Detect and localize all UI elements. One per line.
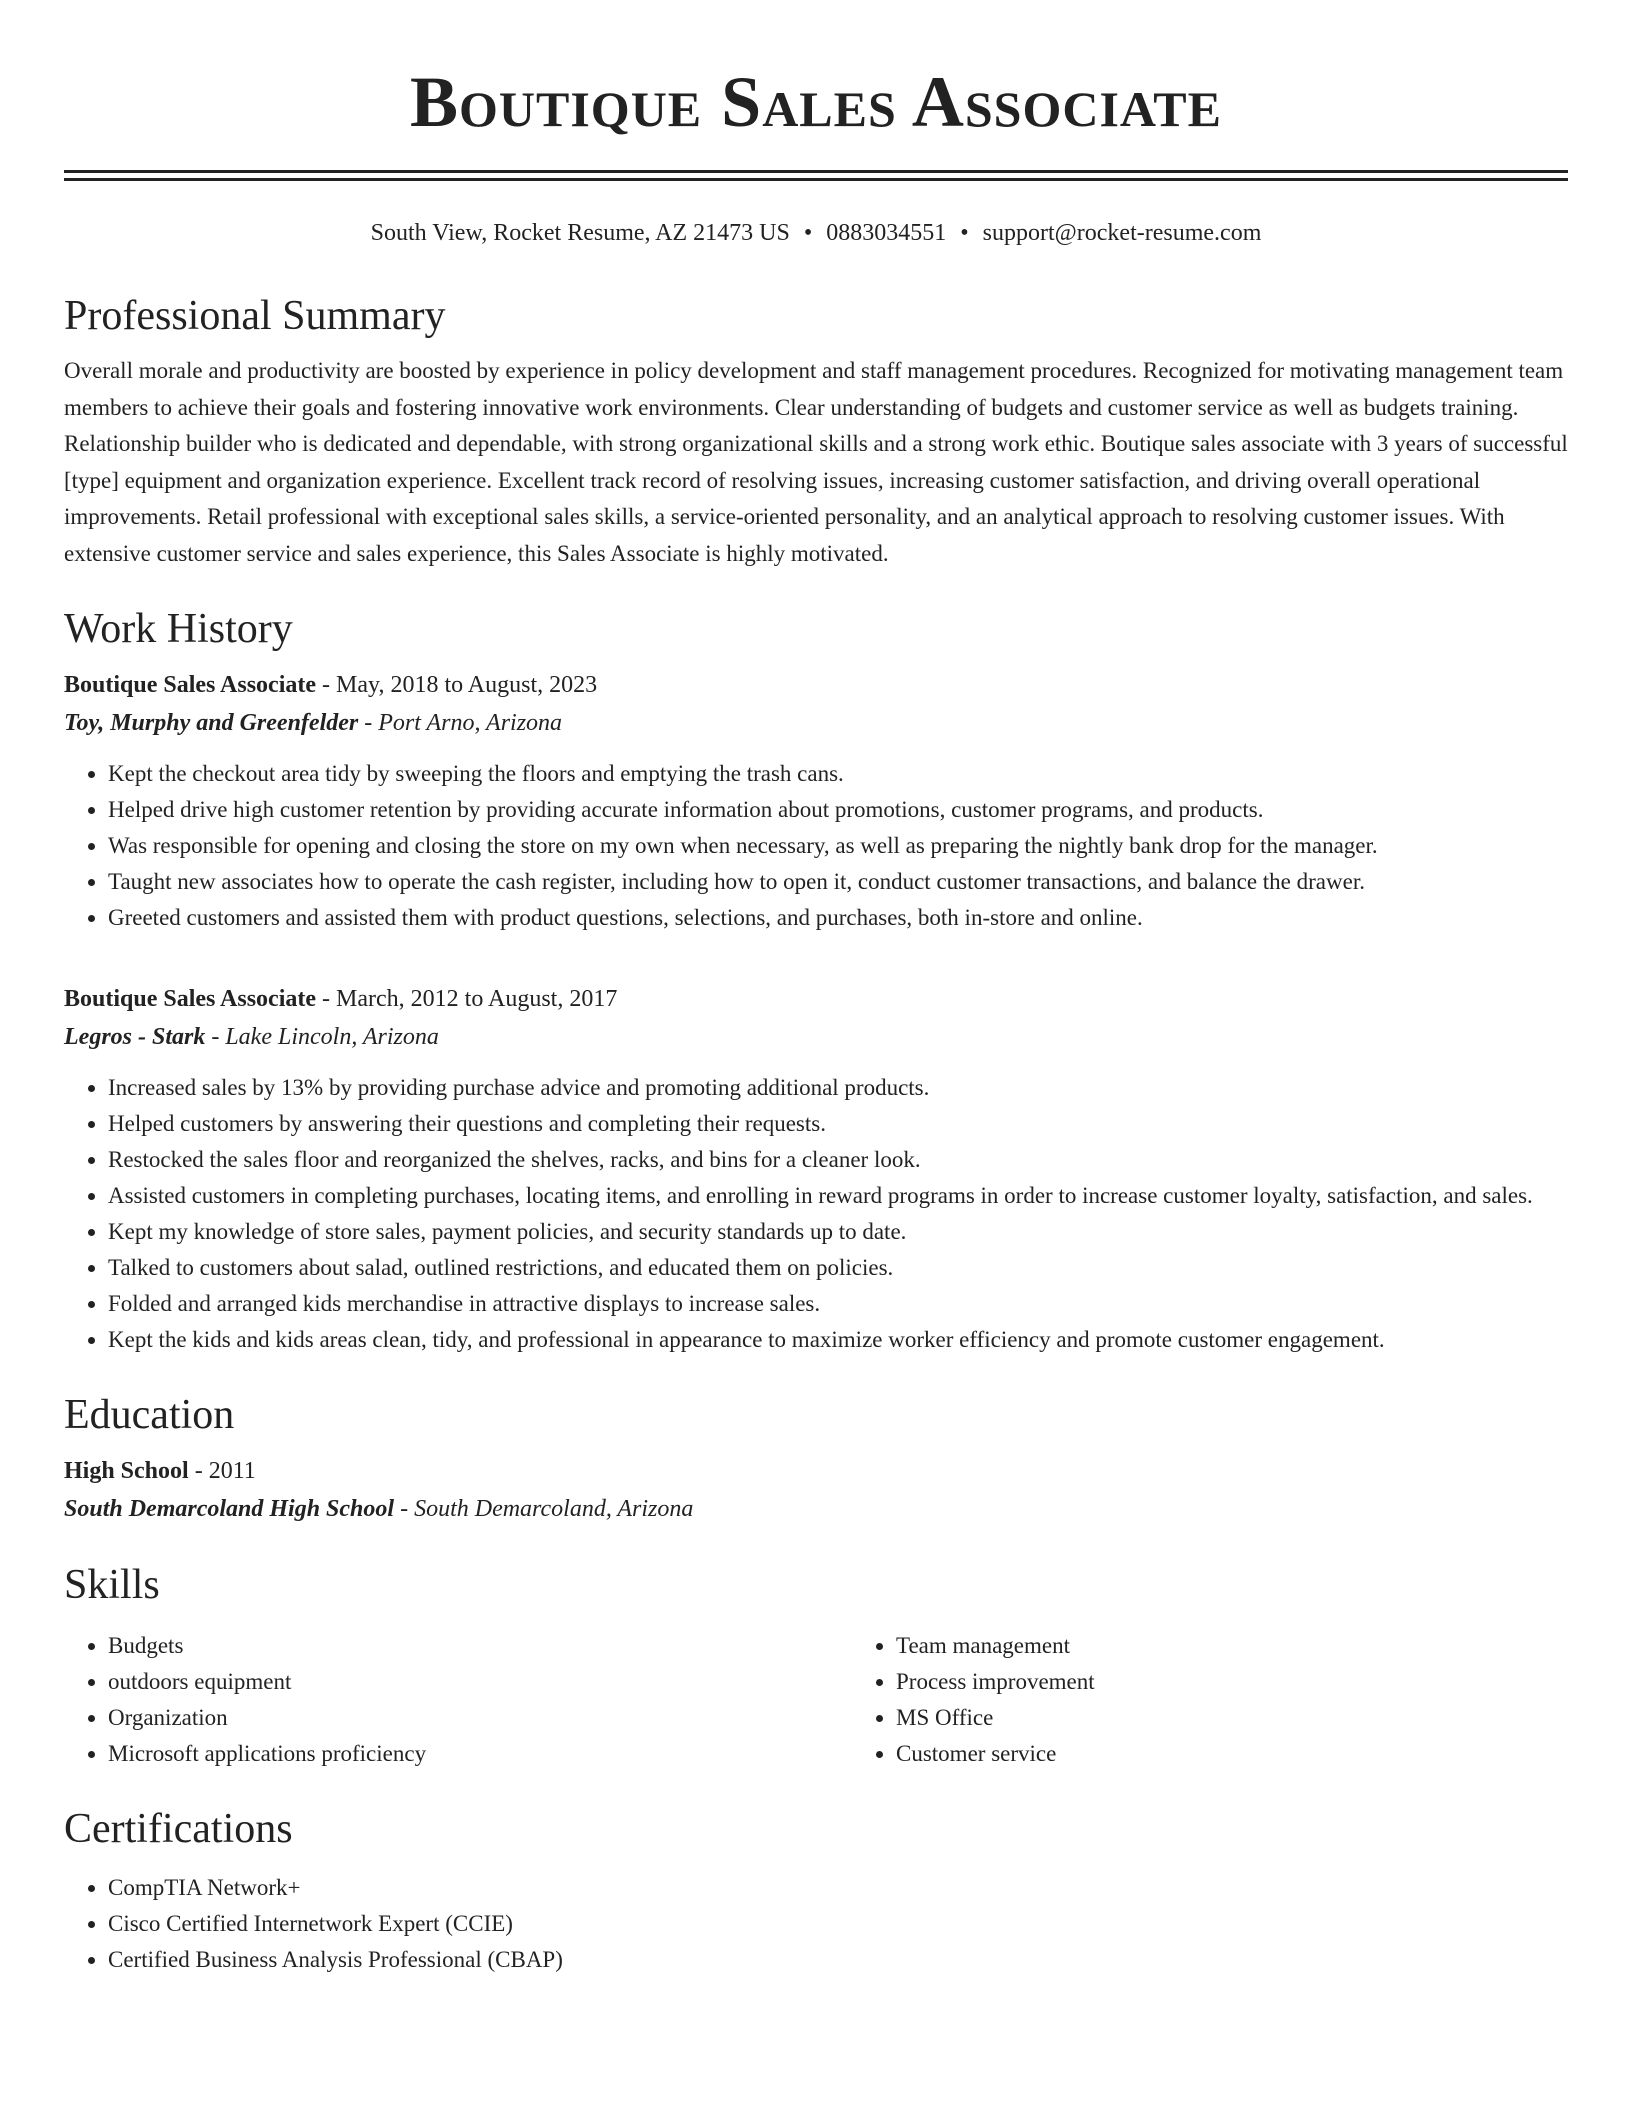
list-item: • Kept the kids and kids areas clean, tidy, and professional in appearance to maximize worker efficiency and promote customer engagement. [108,1322,1568,1358]
job-location: - Port Arno, Arizona [358,710,563,736]
contact-separator: • [803,220,813,246]
job-duties-list [64,756,1568,936]
job-location: - Lake Lincoln, Arizona [205,1024,439,1050]
list-item: • Microsoft applications proficiency [108,1736,852,1772]
certifications-list [64,1870,1568,1978]
list-item: • Customer service [896,1736,1632,1772]
skills-grid [64,1622,1568,1772]
job-company: Legros - Stark [64,1024,206,1050]
list-item: • CompTIA Network+ [108,1870,1568,1906]
list-item: • Folded and arranged kids merchandise in attractive displays to increase sales. [108,1286,1568,1322]
list-item: • MS Office [896,1700,1632,1736]
contact-separator: • [960,220,969,246]
list-item: • Cisco Certified Internetwork Expert (CCIE) [108,1906,1568,1942]
list-item: • Process improvement [896,1664,1632,1700]
education-school: South Demarcoland High School [64,1496,395,1522]
education-degree: High School [64,1458,189,1484]
skills-section [64,1558,1568,1772]
job-entry [64,980,1568,1358]
list-item: • Restocked the sales floor and reorganized the shelves, racks, and bins for a cleaner look. [108,1142,1568,1178]
education-year: - 2011 [188,1458,256,1484]
summary-section [64,289,1568,572]
contact-line [64,217,1568,249]
resume-name: Boutique Sales Associate [409,62,1223,142]
summary-text: Overall morale and productivity are boosted by experience in policy development and staff management procedures. Recognized for motivating management team members to achieve their goals and fostering innovative work environments. Clear understanding of budgets and customer service as well as budgets training. Relationship builder who is dedicated and dependable, with strong organizational skills and a strong work ethic. Boutique sales associate with 3 years of successful [type] equipment and organization experience. Excellent track record of resolving issues, increasing customer satisfaction, and driving overall operational improvements. Retail professional with exceptional sales skills, a service-oriented personality, and an analytical approach to resolving customer issues. With extensive customer service and sales experience, this Sales Associate is highly motivated. [64,358,1568,566]
skills-heading: Skills [64,1562,160,1608]
job-company-line [64,704,1568,742]
job-dates: - May, 2018 to August, 2023 [316,672,598,698]
job-entry [64,666,1568,936]
education-heading: Education [64,1392,235,1438]
education-section [64,1388,1568,1528]
header-rule-bottom [64,178,1568,181]
list-item: • Was responsible for opening and closing the store on my own when necessary, as well as preparing the nightly bank drop for the manager. [108,828,1568,864]
list-item: • Kept the checkout area tidy by sweeping the floors and emptying the trash cans. [108,756,1568,792]
education-school-line [64,1490,1568,1528]
contact-address: South View, Rocket Resume, AZ 21473 US [370,220,790,246]
list-item: • Assisted customers in completing purchases, locating items, and enrolling in reward programs in order to increase customer loyalty, satisfaction, and sales. [108,1178,1568,1214]
job-title-line [64,980,1568,1018]
job-title: Boutique Sales Associate [64,672,317,698]
list-item: • Organization [108,1700,852,1736]
list-item: • Increased sales by 13% by providing purchase advice and promoting additional products. [108,1070,1568,1106]
list-item: • Talked to customers about salad, outlined restrictions, and educated them on policies. [108,1250,1568,1286]
header-rule-top [64,170,1568,173]
education-degree-line [64,1452,1568,1490]
job-dates: - March, 2012 to August, 2017 [316,986,618,1012]
list-item: • Taught new associates how to operate the cash register, including how to open it, conduct customer transactions, and balance the drawer. [108,864,1568,900]
list-item: • Greeted customers and assisted them with product questions, selections, and purchases, both in-store and online. [108,900,1568,936]
job-company: Toy, Murphy and Greenfelder [64,710,359,736]
contact-phone: 0883034551 [826,220,947,246]
list-item: • Helped drive high customer retention by providing accurate information about promotions, customer programs, and products. [108,792,1568,828]
list-item: • outdoors equipment [108,1664,852,1700]
job-title-line [64,666,1568,704]
certifications-section [64,1802,1568,1978]
list-item: • Budgets [108,1628,852,1664]
skills-list-left [64,1628,852,1772]
certifications-heading: Certifications [64,1806,293,1852]
job-duties-list [64,1070,1568,1358]
job-company-line [64,1018,1568,1056]
education-location: - South Demarcoland, Arizona [394,1496,694,1522]
list-item: • Kept my knowledge of store sales, payment policies, and security standards up to date. [108,1214,1568,1250]
job-title: Boutique Sales Associate [64,986,317,1012]
contact-email: support@rocket-resume.com [982,220,1262,246]
list-item: • Helped customers by answering their questions and completing their requests. [108,1106,1568,1142]
list-item: • Team management [896,1628,1632,1664]
skills-list-right [852,1628,1632,1772]
list-item: • Certified Business Analysis Professional (CBAP) [108,1942,1568,1978]
work-history-section [64,602,1568,1358]
summary-heading: Professional Summary [64,293,446,339]
work-history-heading: Work History [64,606,293,652]
